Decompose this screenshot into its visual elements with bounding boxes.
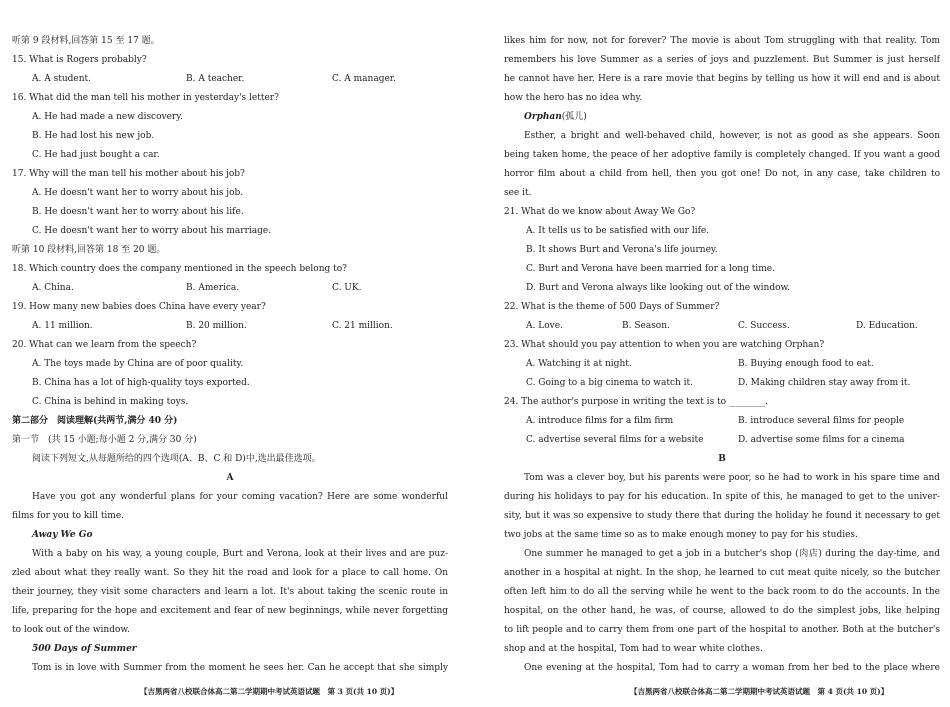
paragraph-away-line1: With a baby on his way, a young couple, Burt and Verona, look at their lives and are puz- <box>32 549 448 559</box>
option-21d: D. Burt and Verona always like looking out of the window. <box>526 283 791 293</box>
option-22c: C. Success. <box>738 321 790 331</box>
paragraph-summer-line1: Tom is in love with Summer from the moment he sees her. Can he accept that she simply <box>32 663 448 673</box>
orphan-title-cn: (孤儿) <box>561 112 587 122</box>
option-21a: A. It tells us to be satisfied with our life. <box>526 226 710 236</box>
option-15a: A. A student. <box>32 74 91 84</box>
paragraph-b2-line1: One summer he managed to get a job in a butcher's shop (肉店) during the day-time, and <box>524 549 940 559</box>
options-22 <box>526 320 940 332</box>
option-23d: D. Making children stay away from it. <box>738 378 911 388</box>
paragraph-b2-line2: another in a hospital at night. In the shop, he learned to cut meat quite nicely, so the butcher <box>504 568 940 578</box>
option-22b: B. Season. <box>622 321 670 331</box>
option-20c: C. China is behind in making toys. <box>32 397 189 407</box>
film-title-500-days: 500 Days of Summer <box>32 644 137 654</box>
option-16a: A. He had made a new discovery. <box>32 112 183 122</box>
paragraph-intro-line2: films for you to kill time. <box>12 511 125 521</box>
options-24-row1 <box>526 415 940 427</box>
paragraph-away-line2: zled about what they really want. So they hit the road and look for a place to call home. On <box>12 568 448 578</box>
option-18a: A. China. <box>32 283 74 293</box>
option-23b: B. Buying enough food to eat. <box>738 359 874 369</box>
option-16c: C. He had just bought a car. <box>32 150 160 160</box>
options-15 <box>32 73 452 85</box>
option-20a: A. The toys made by China are of poor quality. <box>32 359 244 369</box>
section-one-heading: 第一节 (共 15 小题;每小题 2 分,满分 30 分) <box>12 435 197 445</box>
paragraph-intro-line1: Have you got any wonderful plans for your coming vacation? Here are some wonderful <box>32 492 448 502</box>
part-two-heading: 第二部分 阅读理解(共两节,满分 40 分) <box>12 416 178 426</box>
paragraph-b2-line5: to lift people and to carry them from one part of the hospital to another. Both at the butcher's <box>504 625 940 635</box>
paragraph-orphan-line1: Esther, a bright and well-behaved child, however, is not as good as she appears. Soon <box>524 131 940 141</box>
option-17c: C. He doesn't want her to worry about his marriage. <box>32 226 272 236</box>
options-23-row1 <box>526 358 940 370</box>
passage-a-label: A <box>226 473 234 483</box>
paragraph-summer-line4: he cannot have her. Here is a rare movie that begins by telling us how it will end and is about <box>504 74 940 84</box>
paragraph-b1-line4: two jobs at the same time so as to make enough money to pay for his studies. <box>504 530 858 540</box>
option-24c: C. advertise several films for a website <box>526 435 704 445</box>
section-heading-10: 听第 10 段材料,回答第 18 至 20 题。 <box>12 245 166 255</box>
orphan-title-en: Orphan <box>524 112 562 122</box>
paragraph-away-line4: life, preparing for the hope and excitement and fear of new beginnings, while never forgetting <box>12 606 448 616</box>
option-19b: B. 20 million. <box>186 321 247 331</box>
option-24b: B. introduce several films for people <box>738 416 905 426</box>
question-18: 18. Which country does the company mentioned in the speech belong to? <box>12 264 348 274</box>
question-15: 15. What is Rogers probably? <box>12 55 147 65</box>
option-22a: A. Love. <box>526 321 563 331</box>
options-23-row2 <box>526 377 940 389</box>
option-15b: B. A teacher. <box>186 74 245 84</box>
paragraph-orphan-line2: being taken home, the peace of her adoptive family is completely changed. If you want a good <box>504 150 940 160</box>
question-20: 20. What can we learn from the speech? <box>12 340 197 350</box>
question-19: 19. How many new babies does China have every year? <box>12 302 266 312</box>
option-22d: D. Education. <box>856 321 918 331</box>
paragraph-b2-line4: hospital, on the other hand, he was, of course, allowed to do the simplest jobs, like helping <box>504 606 940 616</box>
paragraph-b1-line2: during his holidays to pay for his education. In spite of this, he managed to get to the univer- <box>504 492 940 502</box>
paragraph-b2-line6: shop and at the hospital, Tom had to wear white clothes. <box>504 644 763 654</box>
option-15c: C. A manager. <box>332 74 396 84</box>
paragraph-b1-line1: Tom was a clever boy, but his parents were poor, so he had to work in his spare time and <box>524 473 940 483</box>
film-title-away-we-go: Away We Go <box>32 530 93 540</box>
options-19 <box>32 320 452 332</box>
film-title-orphan <box>524 111 587 123</box>
page-footer-left: 【吉黑两省八校联合体高二第二学期期中考试英语试题 第 3 页(共 10 页)】 <box>140 687 399 696</box>
option-17a: A. He doesn't want her to worry about his job. <box>32 188 244 198</box>
paragraph-orphan-line3: horror film about a child from hell, then you got one! Do not, in any case, take children to <box>504 169 940 179</box>
question-23: 23. What should you pay attention to when you are watching Orphan? <box>504 340 825 350</box>
options-24-row2 <box>526 434 940 446</box>
option-20b: B. China has a lot of high-quality toys exported. <box>32 378 250 388</box>
paragraph-b1-line3: sity, but it was so expensive to study there that during the holiday he found it necessary to get <box>504 511 940 521</box>
paragraph-summer-line5: how the hero has no idea why. <box>504 93 643 103</box>
question-24: 24. The author's purpose in writing the text is to ________. <box>504 397 768 407</box>
paragraph-summer-line3: remembers his love Summer as a series of joys and puzzlement. But Summer is just herself <box>504 55 940 65</box>
option-24d: D. advertise some films for a cinema <box>738 435 905 445</box>
paragraph-summer-line2: likes him for now, not for forever? The movie is about Tom struggling with that reality. Tom <box>504 36 940 46</box>
option-24a: A. introduce films for a film firm <box>526 416 674 426</box>
passage-b-label: B <box>718 454 726 464</box>
options-18 <box>32 282 452 294</box>
question-21: 21. What do we know about Away We Go? <box>504 207 696 217</box>
option-19a: A. 11 million. <box>32 321 93 331</box>
section-heading-9: 听第 9 段材料,回答第 15 至 17 题。 <box>12 36 160 46</box>
instructions: 阅读下列短文,从每题所给的四个选项(A、B、C 和 D)中,选出最佳选项。 <box>32 454 321 464</box>
option-18b: B. America. <box>186 283 240 293</box>
question-22: 22. What is the theme of 500 Days of Summer? <box>504 302 720 312</box>
option-18c: C. UK. <box>332 283 362 293</box>
option-19c: C. 21 million. <box>332 321 393 331</box>
paragraph-b3-line1: One evening at the hospital, Tom had to carry a woman from her bed to the place where <box>524 663 940 673</box>
question-17: 17. Why will the man tell his mother about his job? <box>12 169 245 179</box>
paragraph-b2-line3: often left him to do all the serving while he went to the back room to do the accounts. In the <box>504 587 940 597</box>
paragraph-away-line5: to look out of the window. <box>12 625 130 635</box>
question-16: 16. What did the man tell his mother in yesterday's letter? <box>12 93 279 103</box>
paragraph-away-line3: their journey, they visit some characters and learn a lot. It's about taking the scenic route in <box>12 587 448 597</box>
option-21b: B. It shows Burt and Verona's life journey. <box>526 245 718 255</box>
option-23a: A. Watching it at night. <box>526 359 632 369</box>
option-21c: C. Burt and Verona have been married for a long time. <box>526 264 775 274</box>
option-16b: B. He had lost his new job. <box>32 131 155 141</box>
page-footer-right: 【吉黑两省八校联合体高二第二学期期中考试英语试题 第 4 页(共 10 页)】 <box>630 687 889 696</box>
paragraph-orphan-line4: see it. <box>504 188 532 198</box>
option-17b: B. He doesn't want her to worry about his life. <box>32 207 244 217</box>
option-23c: C. Going to a big cinema to watch it. <box>526 378 694 388</box>
